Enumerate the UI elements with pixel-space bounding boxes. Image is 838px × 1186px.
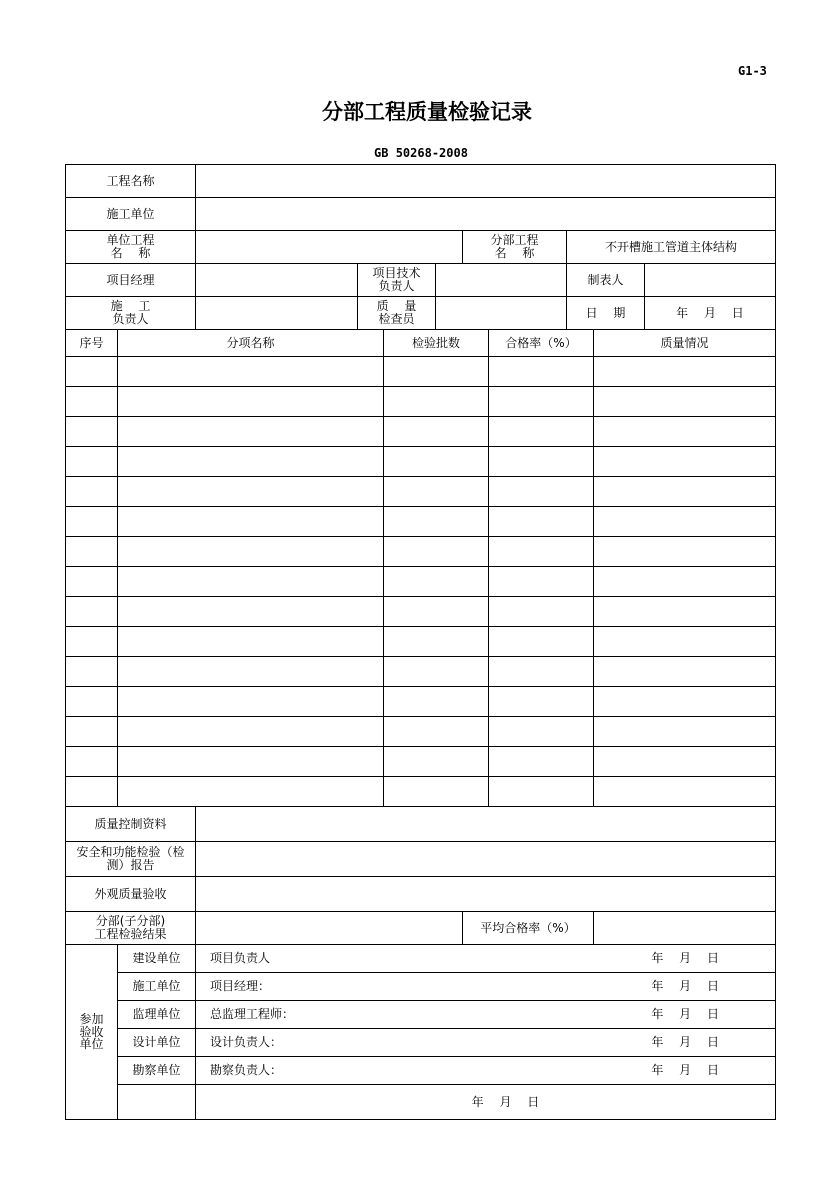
participants-group-label-line1: 参加	[79, 1012, 104, 1027]
date-field[interactable]: 年 月 日	[645, 297, 776, 330]
participants-group-label-line3: 单位	[79, 1037, 104, 1052]
item-batch-count-cell[interactable]	[384, 597, 489, 627]
item-pass-rate-cell[interactable]	[489, 627, 594, 657]
appearance-label: 外观质量验收	[66, 877, 196, 912]
item-pass-rate-cell[interactable]	[489, 567, 594, 597]
participant-date: 年 月 日	[651, 1007, 719, 1022]
item-index-cell[interactable]	[66, 777, 118, 807]
quality-inspector-field[interactable]	[436, 297, 567, 330]
inspection-form-table	[65, 164, 776, 1120]
safety-report-label-line2: 测）报告	[106, 858, 155, 872]
item-quality-status-cell[interactable]	[594, 747, 776, 777]
item-pass-rate-cell[interactable]	[489, 507, 594, 537]
sub-project-value: 不开槽施工管道主体结构	[567, 231, 776, 264]
unit-project-label	[66, 231, 196, 264]
standard-code: GB 50268-2008	[374, 146, 468, 160]
item-pass-rate-cell[interactable]	[489, 357, 594, 387]
item-batch-count-cell[interactable]	[384, 477, 489, 507]
item-quality-status-cell[interactable]	[594, 657, 776, 687]
item-name-cell[interactable]	[118, 567, 384, 597]
participant-role: 总监理工程师：	[210, 1007, 295, 1022]
final-empty-cell	[118, 1085, 196, 1120]
item-name-cell[interactable]	[118, 447, 384, 477]
item-batch-count-cell[interactable]	[384, 447, 489, 477]
item-index-cell[interactable]	[66, 447, 118, 477]
item-pass-rate-cell[interactable]	[489, 477, 594, 507]
construction-lead-label	[66, 297, 196, 330]
quality-control-field[interactable]	[196, 807, 776, 842]
item-batch-count-cell[interactable]	[384, 567, 489, 597]
item-quality-status-cell[interactable]	[594, 447, 776, 477]
participant-date: 年 月 日	[651, 1063, 719, 1078]
construction-unit-field[interactable]	[196, 198, 776, 231]
result-field[interactable]	[196, 912, 463, 945]
participant-signature-cell[interactable]	[196, 1001, 776, 1029]
item-quality-status-cell[interactable]	[594, 357, 776, 387]
item-name-cell[interactable]	[118, 597, 384, 627]
item-pass-rate-cell[interactable]	[489, 387, 594, 417]
quality-control-label: 质量控制资料	[66, 807, 196, 842]
sub-project-label-line2: 名 称	[494, 246, 535, 260]
item-pass-rate-cell[interactable]	[489, 537, 594, 567]
participant-date: 年 月 日	[651, 1035, 719, 1050]
item-index-cell[interactable]	[66, 627, 118, 657]
item-quality-status-cell[interactable]	[594, 567, 776, 597]
item-quality-status-cell[interactable]	[594, 387, 776, 417]
item-batch-count-cell[interactable]	[384, 717, 489, 747]
col-header-pass-rate: 合格率（%）	[489, 330, 594, 357]
participant-unit: 监理单位	[118, 1001, 196, 1029]
quality-inspector-label-line1: 质 量	[376, 299, 417, 314]
item-name-cell[interactable]	[118, 417, 384, 447]
participant-unit: 勘察单位	[118, 1057, 196, 1085]
unit-project-field[interactable]	[196, 231, 463, 264]
participant-signature-cell[interactable]	[196, 973, 776, 1001]
item-quality-status-cell[interactable]	[594, 477, 776, 507]
construction-lead-field[interactable]	[196, 297, 358, 330]
sub-project-label-line1: 分部工程	[490, 233, 539, 248]
unit-project-label-line2: 名 称	[110, 246, 151, 260]
item-pass-rate-cell[interactable]	[489, 597, 594, 627]
item-name-cell[interactable]	[118, 627, 384, 657]
item-quality-status-cell[interactable]	[594, 507, 776, 537]
item-index-cell[interactable]	[66, 417, 118, 447]
page-title: 分部工程质量检验记录	[322, 100, 532, 124]
participant-role: 勘察负责人：	[210, 1063, 283, 1078]
item-index-cell[interactable]	[66, 567, 118, 597]
item-batch-count-cell[interactable]	[384, 657, 489, 687]
item-name-cell[interactable]	[118, 657, 384, 687]
item-quality-status-cell[interactable]	[594, 717, 776, 747]
item-quality-status-cell[interactable]	[594, 777, 776, 807]
form-code: G1-3	[738, 64, 767, 78]
quality-inspector-label	[358, 297, 436, 330]
project-name-field[interactable]	[196, 165, 776, 198]
item-index-cell[interactable]	[66, 387, 118, 417]
item-index-cell[interactable]	[66, 537, 118, 567]
item-name-cell[interactable]	[118, 537, 384, 567]
item-pass-rate-cell[interactable]	[489, 657, 594, 687]
participant-date: 年 月 日	[651, 951, 719, 966]
item-pass-rate-cell[interactable]	[489, 417, 594, 447]
appearance-field[interactable]	[196, 877, 776, 912]
item-batch-count-cell[interactable]	[384, 507, 489, 537]
date-label: 日 期	[567, 297, 645, 330]
item-batch-count-cell[interactable]	[384, 387, 489, 417]
col-header-quality-status: 质量情况	[594, 330, 776, 357]
tech-lead-field[interactable]	[436, 264, 567, 297]
participant-unit: 建设单位	[118, 945, 196, 973]
item-index-cell[interactable]	[66, 477, 118, 507]
item-index-cell[interactable]	[66, 687, 118, 717]
participant-signature-cell[interactable]	[196, 945, 776, 973]
sub-project-label	[463, 231, 567, 264]
result-label	[66, 912, 196, 945]
avg-rate-label: 平均合格率（%）	[463, 912, 594, 945]
item-batch-count-cell[interactable]	[384, 537, 489, 567]
item-pass-rate-cell[interactable]	[489, 777, 594, 807]
participant-date: 年 月 日	[651, 979, 719, 994]
item-index-cell[interactable]	[66, 357, 118, 387]
participant-unit: 施工单位	[118, 973, 196, 1001]
item-batch-count-cell[interactable]	[384, 357, 489, 387]
participant-role: 项目负责人	[210, 951, 271, 966]
construction-lead-label-line2: 负责人	[112, 312, 149, 326]
item-name-cell[interactable]	[118, 477, 384, 507]
item-index-cell[interactable]	[66, 597, 118, 627]
participant-signature-cell[interactable]	[196, 1057, 776, 1085]
project-manager-label: 项目经理	[66, 264, 196, 297]
project-manager-field[interactable]	[196, 264, 358, 297]
item-quality-status-cell[interactable]	[594, 537, 776, 567]
item-name-cell[interactable]	[118, 717, 384, 747]
item-batch-count-cell[interactable]	[384, 687, 489, 717]
participant-signature-cell[interactable]	[196, 1029, 776, 1057]
item-name-cell[interactable]	[118, 777, 384, 807]
participant-role: 项目经理：	[210, 979, 271, 994]
item-batch-count-cell[interactable]	[384, 627, 489, 657]
item-index-cell[interactable]	[66, 747, 118, 777]
item-quality-status-cell[interactable]	[594, 417, 776, 447]
result-label-line2: 工程检验结果	[94, 927, 167, 941]
construction-lead-label-line1: 施 工	[110, 299, 151, 314]
preparer-field[interactable]	[645, 264, 776, 297]
item-name-cell[interactable]	[118, 687, 384, 717]
item-quality-status-cell[interactable]	[594, 627, 776, 657]
quality-inspector-label-line2: 检查员	[378, 312, 415, 326]
safety-report-label	[66, 842, 196, 877]
tech-lead-label	[358, 264, 436, 297]
tech-lead-label-line1: 项目技术	[372, 266, 421, 281]
participants-group-label-line2: 验收	[79, 1024, 104, 1039]
result-label-line1: 分部(子分部)	[95, 914, 166, 929]
item-pass-rate-cell[interactable]	[489, 447, 594, 477]
col-header-batch-count: 检验批数	[384, 330, 489, 357]
item-index-cell[interactable]	[66, 717, 118, 747]
participant-role: 设计负责人：	[210, 1035, 283, 1050]
item-name-cell[interactable]	[118, 387, 384, 417]
item-batch-count-cell[interactable]	[384, 777, 489, 807]
item-index-cell[interactable]	[66, 507, 118, 537]
item-name-cell[interactable]	[118, 507, 384, 537]
tech-lead-label-line2: 负责人	[378, 279, 415, 293]
item-pass-rate-cell[interactable]	[489, 687, 594, 717]
item-pass-rate-cell[interactable]	[489, 747, 594, 777]
item-quality-status-cell[interactable]	[594, 687, 776, 717]
preparer-label: 制表人	[567, 264, 645, 297]
col-header-item-name: 分项名称	[118, 330, 384, 357]
participant-unit: 设计单位	[118, 1029, 196, 1057]
construction-unit-label: 施工单位	[66, 198, 196, 231]
item-name-cell[interactable]	[118, 357, 384, 387]
unit-project-label-line1: 单位工程	[106, 233, 155, 248]
final-date[interactable]: 年 月 日	[196, 1085, 776, 1120]
col-header-index: 序号	[66, 330, 118, 357]
project-name-label: 工程名称	[66, 165, 196, 198]
item-pass-rate-cell[interactable]	[489, 717, 594, 747]
participants-group-label	[66, 945, 118, 1120]
item-batch-count-cell[interactable]	[384, 747, 489, 777]
item-batch-count-cell[interactable]	[384, 417, 489, 447]
item-index-cell[interactable]	[66, 657, 118, 687]
item-name-cell[interactable]	[118, 747, 384, 777]
avg-rate-field[interactable]	[594, 912, 776, 945]
item-quality-status-cell[interactable]	[594, 597, 776, 627]
safety-report-field[interactable]	[196, 842, 776, 877]
safety-report-label-line1: 安全和功能检验（检	[76, 845, 185, 860]
